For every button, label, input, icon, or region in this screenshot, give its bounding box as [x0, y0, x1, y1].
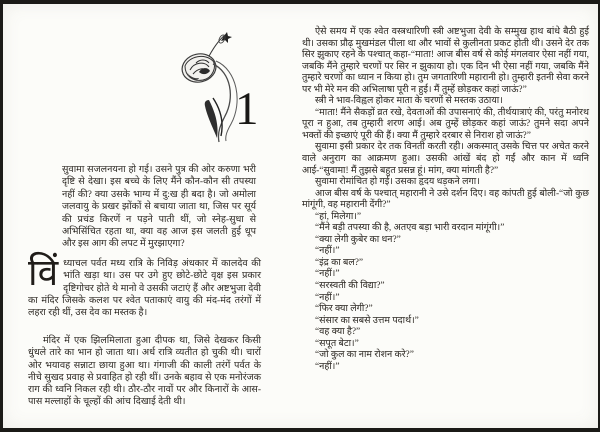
- story-paragraph: “नहीं।”: [315, 292, 340, 303]
- story-paragraph: सुवामा इसी प्रकार देर तक विनती करती रही। अकस्मात् उसके चित्त पर अचेत करने वाले अनुराग का आक्रमण हुआ। उसकी आंखें बंद हो गईं और कान में ध्वनि आई-“सुवामा! मैं तुझसे बहुत प्रसन्न हूं। मांग, क्या मांगती है?”: [302, 142, 589, 176]
- excerpt-paragraph: [62, 164, 256, 251]
- drop-cap: विं: [28, 253, 59, 294]
- story-paragraph: “फिर क्या लेगी?”: [315, 304, 373, 315]
- story-paragraph: “इंद्र का बल?”: [315, 257, 364, 268]
- opening-paragraph: [28, 253, 261, 319]
- excerpt-text: सुवामा सजलनयना हो गई। उसने पुत्र की ओर करुणा भरी दृष्टि से देखा। इस बच्चे के लिए मैंने कौन-कौन सी तपस्या नहीं की? क्या उसके भाग्य में दु:ख ही बदा है। जो अमोला जलवायु के प्रखर झोंकों से बचाया जाता था, जिस पर सूर्य की प्रचंड किरणें न पड़ने पाती थीं, जो स्नेह-सुधा से अभिसिंचित रहता था, क्या वह आज इस जलती हुई धूप और इस आग की लपट में मुरझाएगा?: [62, 165, 256, 250]
- story-paragraph: “संसार का सबसे उत्तम पदार्थ।”: [315, 315, 419, 326]
- story-paragraph: “नहीं।”: [315, 269, 340, 280]
- second-paragraph-text: मंदिर में एक झिलमिलाता हुआ दीपक था, जिसे देखकर किसी धुंधले तारे का भान हो जाता था। अर्ध रात्रि व्यतीत हो चुकी थी। चारों ओर भयावह सन्नाटा छाया हुआ था। गंगाजी की काली तरंगें पर्वत के नीचे सुखद प्रवाह से प्रवाहित हो रही थीं। उनके बहाव से एक मनोरंजक राग की ध्वनि निकल रही थी। ठौर-ठौर नावों पर और किनारों के आस-पास मल्लाहों के चूल्हों की आंच दिखाई देती थी।: [28, 336, 261, 408]
- book-spread: [3, 4, 598, 428]
- story-paragraph: ऐसे समय में एक श्वेत वस्त्रधारिणी स्त्री अष्टभुजा देवी के सम्मुख हाथ बांधे बैठी हुई थी। उसका प्रौढ़ मुखमंडल पीला था और भावों से कुलीनता प्रकट होती थी। उसने देर तक सिर झुकाए रहने के पश्चात् कहा-“माता! आज बीस वर्ष से कोई मंगलवार ऐसा नहीं गया, जबकि मैंने तुम्हारे चरणों पर सिर न झुकाया हो। एक दिन भी ऐसा नहीं गया, जबकि मैंने तुम्हारे चरणों का ध्यान न किया हो। तुम जगतारिणी महारानी हो। तुम्हारी इतनी सेवा करने पर भी मेरे मन की अभिलाषा पूरी न हुई। मैं तुम्हें छोड़कर कहां जाऊं?”: [302, 27, 589, 95]
- story-paragraph: “वह क्या है?”: [315, 327, 361, 338]
- opening-rest-text: ध्याचल पर्वत मध्य रात्रि के निविड़ अंधकार में कालदेव की भांति खड़ा था। उस पर उगे हुए छोटे-छोटे वृक्ष इस प्रकार दृष्टिगोचर होते थे मानो वे उसकी जटाएं हैं और अष्टभुजा देवी का मंदिर जिसके कलश पर श्वेत पताकाएं वायु की मंद-मंद तरंगों में लहरा रही थीं, उस देव का मस्तक है।: [28, 259, 261, 319]
- left-page: [3, 4, 297, 428]
- story-paragraph: “सपूत बेटा।”: [315, 338, 359, 349]
- story-paragraph: स्त्री ने भाव-विह्वल होकर माता के चरणों से मस्तक उठाया।: [315, 96, 503, 107]
- right-page: [297, 4, 598, 428]
- story-paragraph: “मैंने बड़ी तपस्या की है, अतएव बड़ा भारी वरदान मांगूंगी।”: [315, 223, 505, 234]
- second-paragraph: [28, 335, 261, 409]
- story-paragraph: “हां, मिलेगा।”: [315, 211, 362, 222]
- story-paragraph: “क्या लेगी कुबेर का धन?”: [315, 234, 401, 245]
- chapter-number: 1: [235, 83, 259, 135]
- story-paragraph: “माता! मैंने सैकड़ों व्रत रखे, देवताओं की उपासनाएं की, तीर्थयात्राएं की, परंतु मनोरथ पूरा न हुआ, तब तुम्हारी शरण आई। अब तुम्हें छोड़कर कहां जाऊं? तुमने सदा अपने भक्तों की इच्छाएं पूरी की हैं। क्या मैं तुम्हारे दरबार से निराश हो जाऊं?”: [302, 107, 589, 141]
- story-paragraph: सुवामा रोमांचित हो गई। उसका हृदय धड़कने लगा।: [315, 177, 480, 188]
- story-paragraph: आज बीस वर्ष के पश्चात् महारानी ने उसे दर्शन दिए। वह कांपती हुई बोली-“जो कुछ मांगूंगी, वह महारानी देंगी?”: [302, 188, 589, 211]
- story-paragraph: “जो कुल का नाम रोशन करे?”: [315, 350, 414, 361]
- story-paragraph: “सरस्वती की विद्या?”: [315, 281, 385, 292]
- story-paragraph: “नहीं।”: [315, 361, 340, 372]
- story-paragraph: “नहीं।”: [315, 246, 340, 257]
- opening-text: [28, 253, 261, 319]
- right-page-text: [302, 27, 589, 373]
- chapter-heading: [169, 28, 265, 150]
